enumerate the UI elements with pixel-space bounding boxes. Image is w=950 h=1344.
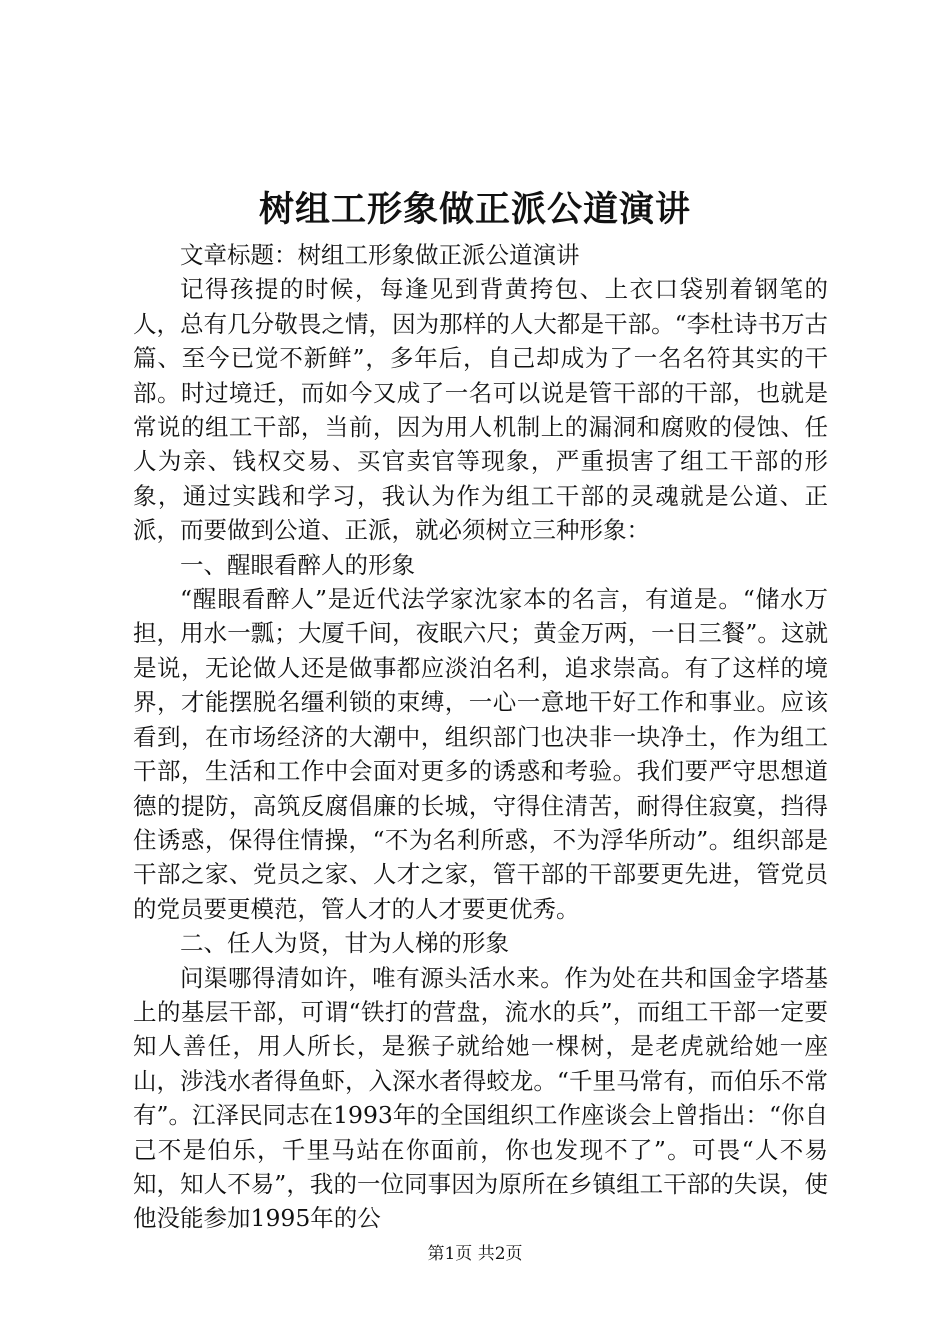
section-heading-1: 一、醒眼看醉人的形象: [180, 550, 415, 579]
document-title: 树组工形象做正派公道演讲: [258, 189, 691, 230]
document-body: [133, 238, 828, 1236]
article-title-line: 文章标题：树组工形象做正派公道演讲: [180, 241, 580, 269]
paragraph-section-1: “醒眼看醉人”是近代法学家沈家本的名言，有道是。“储水万担，用水一瓢；大厦千间，夜眠六尺；黄金万两，一日三餐”。这就是说，无论做人还是做事都应淡泊名利，追求崇高。有了这样的境界，才能摆脱名缰利锁的束缚，一心一意地干好工作和事业。应该看到，在市场经济的大潮中，组织部门也决非一块净土，作为组工干部，生活和工作中会面对更多的诱惑和考验。我们要严守思想道德的提防，高筑反腐倡廉的长城，守得住清苦，耐得住寂寞，挡得住诱惑，保得住情操，“不为名利所惑，不为浮华所动”。组织部是干部之家、党员之家、人才之家，管干部的干部要更先进，管党员的党员要更模范，管人才的人才要更优秀。: [133, 585, 828, 923]
paragraph-intro: 记得孩提的时候，每逢见到背黄挎包、上衣口袋别着钢笔的人，总有几分敬畏之情，因为那样的人大都是干部。“李杜诗书万古篇、至今已觉不新鲜”，多年后，自己却成为了一名名符其实的干部。时过境迁，而如今又成了一名可以说是管干部的干部，也就是常说的组工干部，当前，因为用人机制上的漏洞和腐败的侵蚀、任人为亲、钱权交易、买官卖官等现象，严重损害了组工干部的形象，通过实践和学习，我认为作为组工干部的灵魂就是公道、正派，而要做到公道、正派，就必须树立三种形象：: [133, 275, 828, 545]
page-footer: 第1页 共2页: [427, 1244, 523, 1264]
paragraph-section-2: 问渠哪得清如许，唯有源头活水来。作为处在共和国金字塔基上的基层干部，可谓“铁打的营盘，流水的兵”，而组工干部一定要知人善任，用人所长，是猴子就给她一棵树，是老虎就给她一座山，涉浅水者得鱼虾，入深水者得蛟龙。“千里马常有，而伯乐不常有”。江泽民同志在1993年的全国组织工作座谈会上曾指出：“你自己不是伯乐，千里马站在你面前，你也发现不了”。可畏“人不易知，知人不易”，我的一位同事因为原所在乡镇组工干部的失误，使他没能参加1995年的公: [133, 963, 828, 1233]
section-heading-2: 二、任人为贤，甘为人梯的形象: [180, 929, 509, 958]
